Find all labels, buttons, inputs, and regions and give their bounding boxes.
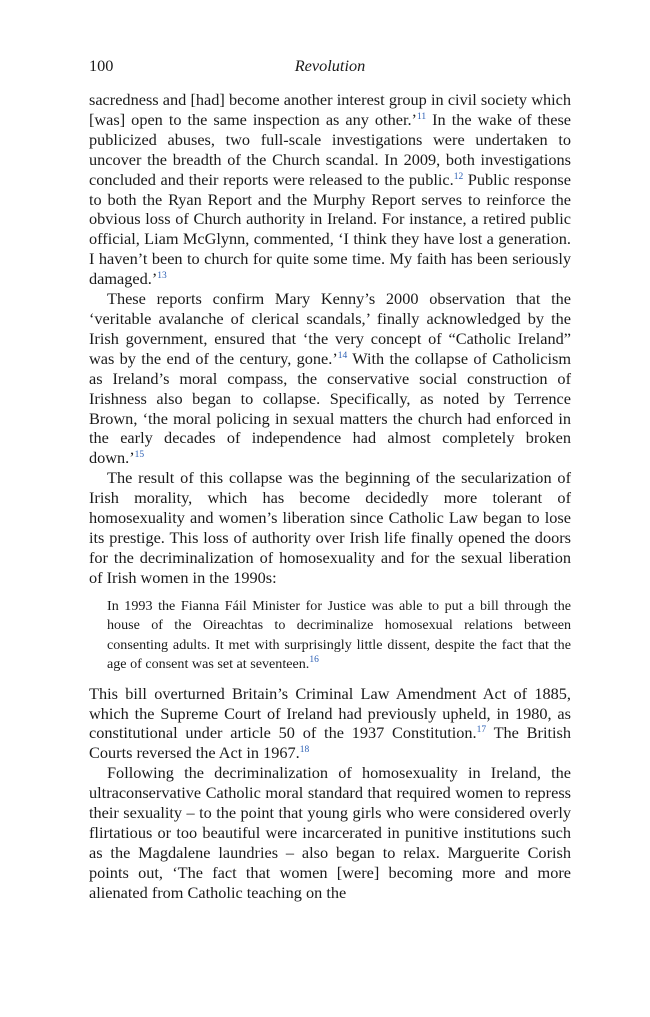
- block-quote: [107, 597, 571, 675]
- text-run: Following the decriminalization of homosexuality in Ireland, the ultraconservative Catholic moral standard that required women to repress their sexuality – to the point that young girls who were considered overly flirtatious or too beautiful were incarcerated in punitive institutions such as the Magdalene laundries – also began to relax. Marguerite Corish points out, ‘The fact that women [were] becoming more and more alienated from Catholic teaching on the: [89, 763, 571, 902]
- text-run: With the collapse of Catholicism as Ireland’s moral compass, the conservative social construction of Irishness also began to collapse. Specifically, as noted by Terrence Brown, ‘the moral policing in sexual matters the church had enforced in the early decades of independence had almost completely broken down.’: [89, 348, 571, 468]
- text-run: The result of this collapse was the beginning of the secularization of Irish morality, which has become decidedly more tolerant of homosexuality and women’s liberation since Catholic Law began to lose its prestige. This loss of authority over Irish life finally opened the doors for the decriminalization of homosexuality and for the sexual liberation of Irish women in the 1990s:: [89, 468, 571, 587]
- paragraph: [89, 468, 571, 587]
- text-run: sacredness and [had] become another interest group in civil society which [was] open to the same inspection as any other.’: [89, 90, 571, 129]
- footnote-marker[interactable]: 18: [299, 745, 310, 756]
- footnote-marker[interactable]: 16: [309, 655, 319, 666]
- footnote-marker[interactable]: 17: [476, 725, 487, 736]
- text-run: This bill overturned Britain’s Criminal Law Amendment Act of 1885, which the Supreme Court of Ireland had previously upheld, in 1980, as constitutional under article 50 of the 1937 Constitution.: [89, 683, 571, 743]
- body-text-before-quote: [89, 90, 571, 588]
- running-title: Revolution: [294, 56, 366, 75]
- paragraph: [89, 684, 571, 764]
- text-run: In the wake of these publicized abuses, two full-scale investigations were undertaken to uncover the breadth of the Church scandal. In 2009, both investigations concluded and their reports were released to the public.: [89, 109, 572, 189]
- body-text-after-quote: [89, 684, 571, 903]
- text-run: In 1993 the Fianna Fáil Minister for Justice was able to put a bill through the house of the Oireachtas to decriminalize homosexual relations between consenting adults. It met with surprisingly little dissent, despite the fact that the age of consent was set at seventeen.: [107, 597, 571, 673]
- text-run: The British Courts reversed the Act in 1967.: [89, 723, 572, 763]
- footnote-marker[interactable]: 14: [337, 350, 348, 361]
- footnote-marker[interactable]: 11: [416, 111, 427, 122]
- running-head: [89, 56, 571, 80]
- footnote-marker[interactable]: 15: [134, 450, 145, 461]
- footnote-marker[interactable]: 12: [453, 171, 464, 182]
- page-number: 100: [89, 56, 114, 75]
- paragraph: [89, 90, 571, 289]
- book-page: [89, 56, 571, 903]
- text-run: These reports confirm Mary Kenny’s 2000 observation that the ‘veritable avalanche of clerical scandals,’ finally acknowledged by the Irish government, ensured that ‘the very concept of “Catholic Ireland” was by the end of the century, gone.’: [89, 289, 571, 368]
- paragraph: [89, 763, 571, 902]
- paragraph: [89, 289, 571, 468]
- footnote-marker[interactable]: 13: [157, 271, 167, 282]
- text-run: Public response to both the Ryan Report and the Murphy Report serves to reinforce the obvious loss of Church authority in Ireland. For instance, a retired public official, Liam McGlynn, commented, ‘I think they have lost a generation. I haven’t been to church for quite some time. My faith has been seriously damaged.’: [89, 169, 571, 289]
